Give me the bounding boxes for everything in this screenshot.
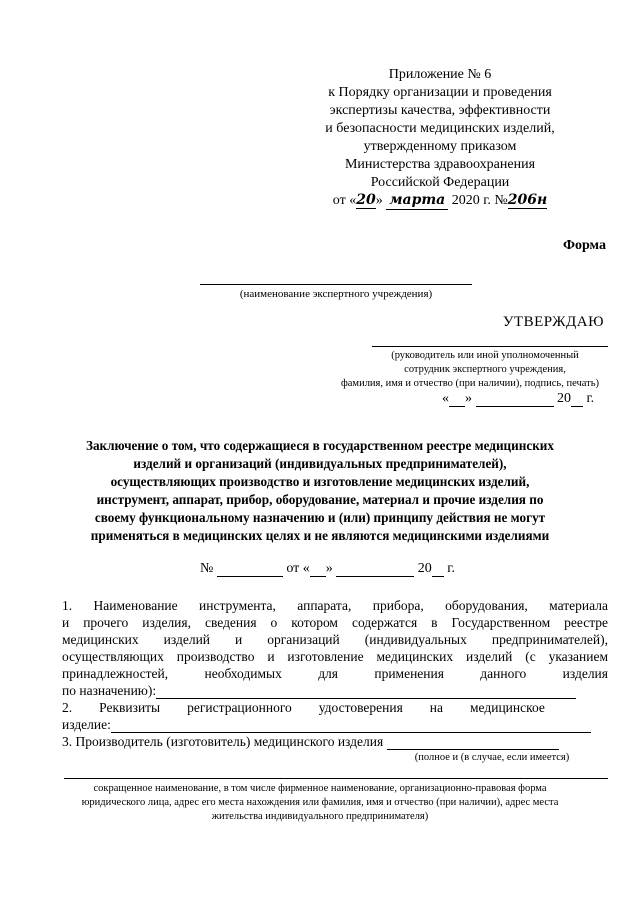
item3-caption: (полное и (в случае, если имеется) [414,752,570,763]
item1-line: 1. Наименование инструмента, аппарата, прибора, оборудования, материала [62,598,608,613]
header-line: к Порядку организации и проведения [328,85,552,100]
header-line: Министерства здравоохранения [344,157,536,172]
month-blank [336,562,414,577]
item1-last-line [62,682,608,699]
footer-caption-line: юридического лица, адрес его места нахождения или фамилия, имя и отчество (при наличии), адрес места [81,797,559,808]
approve-year-prefix: 20 [557,391,571,406]
form-label: Форма [562,238,606,253]
item2-label: изделие: [62,717,111,732]
title-line: своему функциональному назначению и (или) принципу действия не могут [94,510,546,525]
date-month: марта [386,192,448,210]
day-blank [310,562,326,577]
approve-month-blank [476,392,554,407]
approve-year-suffix: г. [586,391,595,406]
approve-date [442,391,594,407]
order-date-line [300,192,580,210]
approve-day-blank [449,392,465,407]
approve-title: УТВЕРЖДАЮ [502,314,604,330]
number-label: № [200,561,214,576]
approver-signature-line [372,346,608,347]
date-day: 20 [356,192,376,208]
date-year: 2020 г. № [451,193,508,208]
year-blank [432,562,444,577]
approve-caption-3: фамилия, имя и отчество (при наличии), подпись, печать) [340,378,600,389]
number-blank [217,562,283,577]
footer-caption-line: сокращенное наименование, в том числе фирменное наименование, организационно-правовая форма [93,783,547,794]
title-line: осуществляющих производство и изготовление медицинских изделий, [110,474,530,489]
header-line: утвержденному приказом [363,139,517,154]
header-line: Приложение № 6 [388,67,492,82]
date-mid: » [375,193,383,208]
date-prefix: от « [332,193,357,208]
item1-last-text: по назначению): [62,683,157,698]
approve-date-open: « [442,391,449,406]
item1-line: принадлежностей, необходимых для применения данного изделия [62,666,608,681]
year-prefix: 20 [417,561,432,576]
item2-line: 2. Реквизиты регистрационного удостоверения на медицинское [62,700,545,715]
title-line: Заключение о том, что содержащиеся в государственном реестре медицинских [85,438,554,453]
manufacturer-line [64,778,608,779]
institution-name-line [200,284,472,285]
title-line: инструмент, аппарат, прибор, оборудование, материал и прочие изделия по [96,492,544,507]
header-line: Российской Федерации [370,175,510,190]
conclusion-number-line [200,561,455,577]
item1-line: осуществляющих производство и изготовление медицинских изделий (с указанием [62,649,608,664]
item1-line: и прочего изделия, сведения о котором содержатся в Государственном реестре [62,615,608,630]
item3-fill-blank [387,735,559,750]
title-line: изделий и организаций (индивидуальных предпринимателей), [133,456,507,471]
item2-fill-blank [111,718,591,733]
year-suffix: г. [447,561,455,576]
approve-caption-2: сотрудник экспертного учреждения, [404,364,566,375]
item1-line: медицинских изделий и организаций (индивидуальных предпринимателей), [62,632,608,647]
header-line: и безопасности медицинских изделий, [325,121,555,136]
item3-text: 3. Производитель (изготовитель) медицинского изделия [62,734,384,749]
date-ot: от « [286,561,310,576]
date-close: » [325,561,333,576]
approve-year-blank [571,392,583,407]
institution-caption: (наименование экспертного учреждения) [239,288,433,300]
item1-fill-blank [156,684,576,699]
item3-line [62,733,608,750]
order-number: 206н [507,192,548,208]
header-line: экспертизы качества, эффективности [329,103,551,118]
item2-line2 [62,716,608,733]
title-line: применяться в медицинских целях и не являются медицинскими изделиями [90,528,550,543]
approve-date-close: » [465,391,472,406]
approve-caption-1: (руководитель или иной уполномоченный [391,350,579,361]
footer-caption-line: жительства индивидуального предпринимателя) [211,811,429,822]
